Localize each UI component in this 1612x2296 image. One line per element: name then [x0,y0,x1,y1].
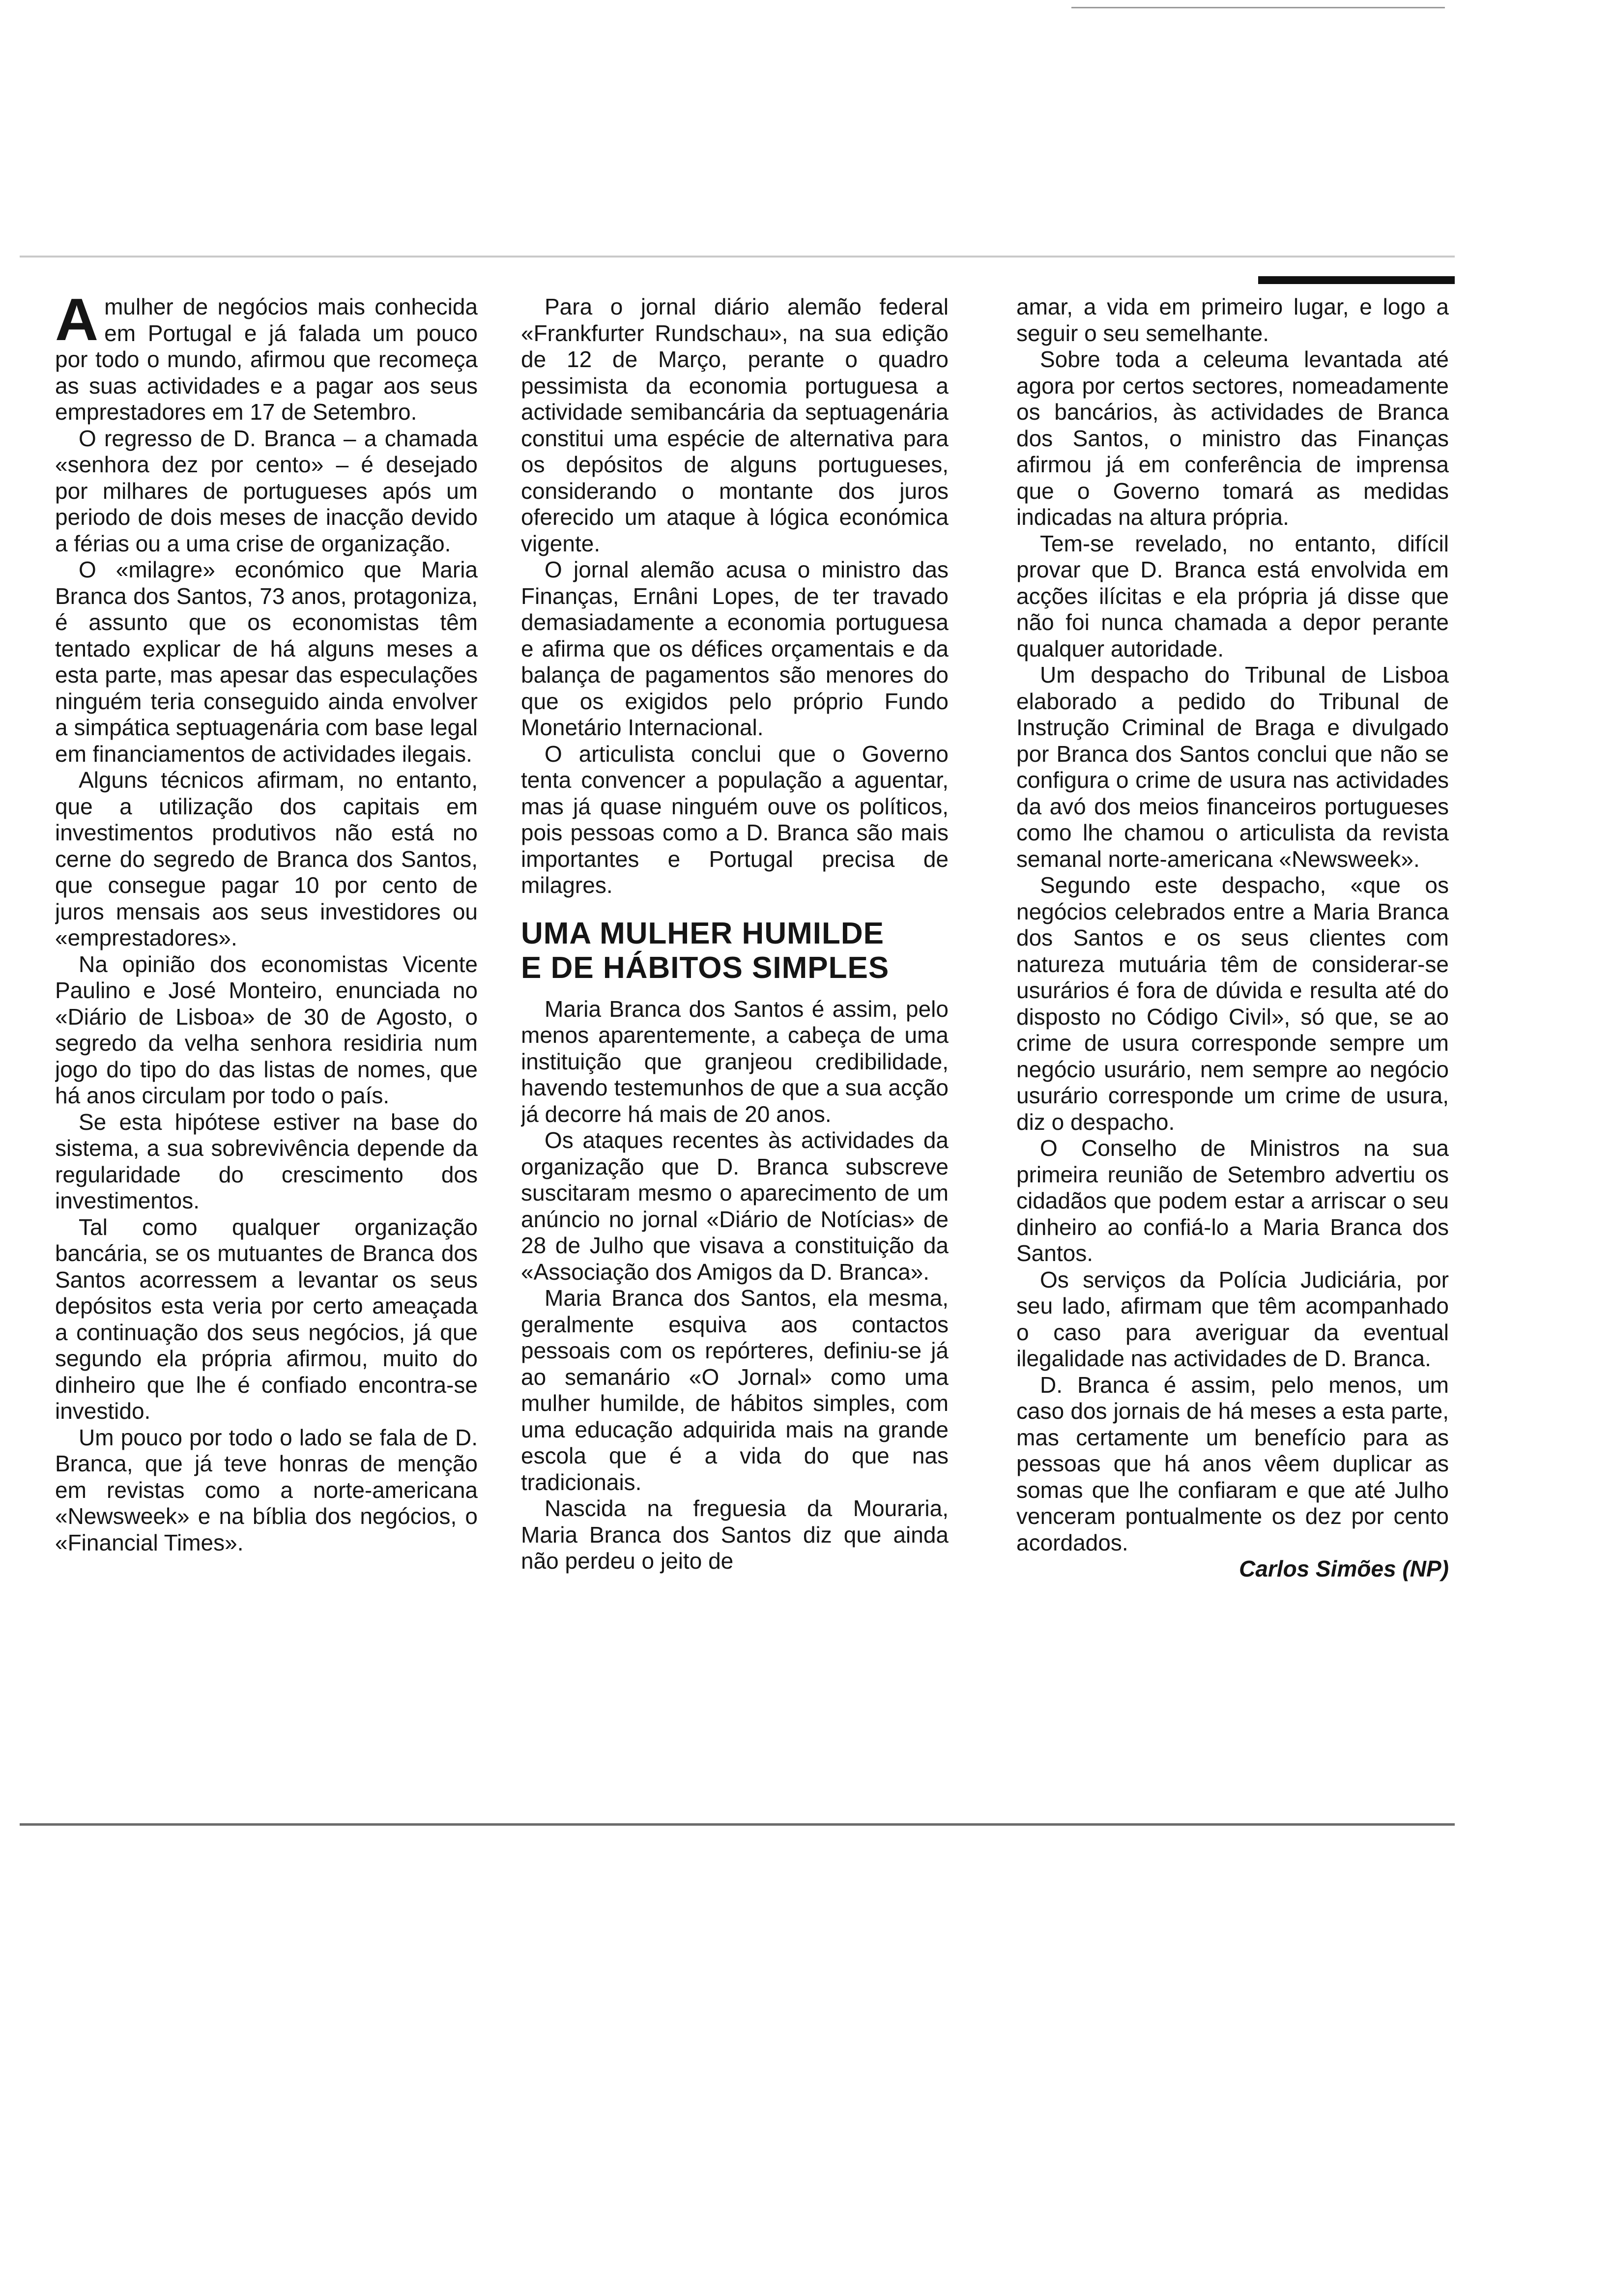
article-paragraph: D. Branca é assim, pelo menos, um caso dos jornais de há meses a esta parte, mas certamente um benefício para as pessoas que há anos vêem duplicar as somas que lhe confiaram e que até Julho venceram pontualmente os dez por cento acordados. [1016,1372,1449,1555]
subheading-line-2: E DE HÁBITOS SIMPLES [521,950,890,985]
article-paragraph: Um pouco por todo o lado se fala de D. Branca, que já teve honras de menção em revistas como a norte-americana «Newsweek» e na bíblia dos negócios, o «Financial Times». [55,1424,478,1555]
article-paragraph: Segundo este despacho, «que os negócios celebrados entre a Maria Branca dos Santos e os seus clientes com natureza mutuária têm de considerar-se usurários é fora de dúvida e resulta até do disposto no Código Civil», só que, se ao crime de usura corresponde sempre um negócio usurário, nem sempre ao negócio usurário corresponde um crime de usura, diz o despacho. [1016,872,1449,1135]
article-paragraph: Um despacho do Tribunal de Lisboa elaborado a pedido do Tribunal de Instrução Criminal de Braga e divulgado por Branca dos Santos conclui que não se configura o crime de usura nas actividades da avó dos meios financeiros portugueses como lhe chamou o articulista da revista semanal norte-americana «Newsweek». [1016,662,1449,872]
article-paragraph: Maria Branca dos Santos é assim, pelo menos aparentemente, a cabeça de uma instituição que granjeou credibilidade, havendo testemunhos de que a sua acção já decorre há mais de 20 anos. [521,996,949,1127]
article-paragraph: Tem-se revelado, no entanto, difícil provar que D. Branca está envolvida em acções ilícitas e ela própria já disse que não foi nunca chamada a depor perante qualquer autoridade. [1016,530,1449,661]
article-paragraph: Nascida na freguesia da Mouraria, Maria Branca dos Santos diz que ainda não perdeu o jeito de [521,1495,949,1574]
section-subheading [521,917,949,985]
article-column-2 [521,294,949,1819]
subheading-line-1: UMA MULHER HUMILDE [521,916,884,950]
article-paragraph: O «milagre» económico que Maria Branca dos Santos, 73 anos, protagoniza, é assunto que os economistas têm tentado explicar de há alguns meses a esta parte, mas apesar das especulações ninguém teria conseguido ainda envolver a simpática septuagenária com base legal em financiamentos de actividades ilegais. [55,557,478,767]
article-paragraph: Sobre toda a celeuma levantada até agora por certos sectores, nomeadamente os bancários, às actividades de Branca dos Santos, o ministro das Finanças afirmou já em conferência de imprensa que o Governo tomará as medidas indicadas na altura própria. [1016,346,1449,530]
article-paragraph: Os ataques recentes às actividades da organização que D. Branca subscreve suscitaram mesmo o aparecimento de um anúncio no jornal «Diário de Notícias» de 28 de Julho que visava a constituição da «Associação dos Amigos da D. Branca». [521,1127,949,1285]
article-paragraph: Na opinião dos economistas Vicente Paulino e José Monteiro, enunciada no «Diário de Lisboa» de 30 de Agosto, o segredo da velha senhora residiria num jogo do tipo do das listas de nomes, que há anos circulam por todo o país. [55,951,478,1108]
author-byline: Carlos Simões (NP) [1239,1556,1449,1581]
drop-cap: A [55,294,99,353]
article-paragraph: Para o jornal diário alemão federal «Frankfurter Rundschau», na sua edição de 12 de Março, perante o quadro pessimista da economia portuguesa a actividade semibancária da septuagenária constitui uma espécie de alternativa para os depósitos de alguns portugueses, considerando o montante dos juros oferecido um ataque à lógica económica vigente. [521,294,949,556]
article-paragraph: O jornal alemão acusa o ministro das Finanças, Ernâni Lopes, de ter travado demasiadamente a economia portuguesa e afirma que os défices orçamentais e da balança de pagamentos são menores do que os exigidos pelo próprio Fundo Monetário Internacional. [521,557,949,740]
article-paragraph: O Conselho de Ministros na sua primeira reunião de Setembro advertiu os cidadãos que podem estar a arriscar o seu dinheiro ao confiá-lo a Maria Branca dos Santos. [1016,1135,1449,1266]
article-column-1 [55,294,478,1819]
article-paragraph: Se esta hipótese estiver na base do sistema, a sua sobrevivência depende da regularidade do crescimento dos investimentos. [55,1109,478,1213]
article-paragraph: O regresso de D. Branca – a chamada «senhora dez por cento» – é desejado por milhares de portugueses após um periodo de dois meses de inacção devido a férias ou a uma crise de organização. [55,425,478,556]
article-paragraph: Maria Branca dos Santos, ela mesma, geralmente esquiva aos contactos pessoais com os repórteres, definiu-se já ao semanário «O Jornal» como uma mulher humilde, de hábitos simples, com uma educação adquirida mais na grande escola que é a vida do que nas tradicionais. [521,1285,949,1495]
article-paragraph: O articulista conclui que o Governo tenta convencer a população a aguentar, mas já quase ninguém ouve os políticos, pois pessoas como a D. Branca são mais importantes e Portugal precisa de milagres. [521,741,949,898]
clipping-bottom-edge [20,1823,1455,1826]
article-paragraph: Os serviços da Polícia Judiciária, por seu lado, afirmam que têm acompanhado o caso para averiguar da eventual ilegalidade nas actividades de D. Branca. [1016,1266,1449,1371]
lead-paragraph-text: mulher de negócios mais conhecida em Portugal e já falada um pouco por todo o mundo, afirmou que recomeça as suas actividades e a pagar aos seus emprestadores em 17 de Setembro. [55,294,478,425]
article-paragraph: Tal como qualquer organização bancária, se os mutuantes de Branca dos Santos acorressem a levantar os seus depósitos esta veria por certo ameaçada a continuação dos seus negócios, já que segundo ela própria afirmou, muito do dinheiro que lhe é confiado encontra-se investido. [55,1214,478,1424]
article-column-3 [1016,294,1449,1819]
article-paragraph: Alguns técnicos afirmam, no entanto, que a utilização dos capitais em investimentos produtivos não está no cerne do segredo de Branca dos Santos, que consegue pagar 10 por cento de juros mensais aos seus investidores ou «emprestadores». [55,767,478,950]
lead-paragraph [55,294,478,426]
article-paragraph: amar, a vida em primeiro lugar, e logo a seguir o seu semelhante. [1016,294,1449,346]
